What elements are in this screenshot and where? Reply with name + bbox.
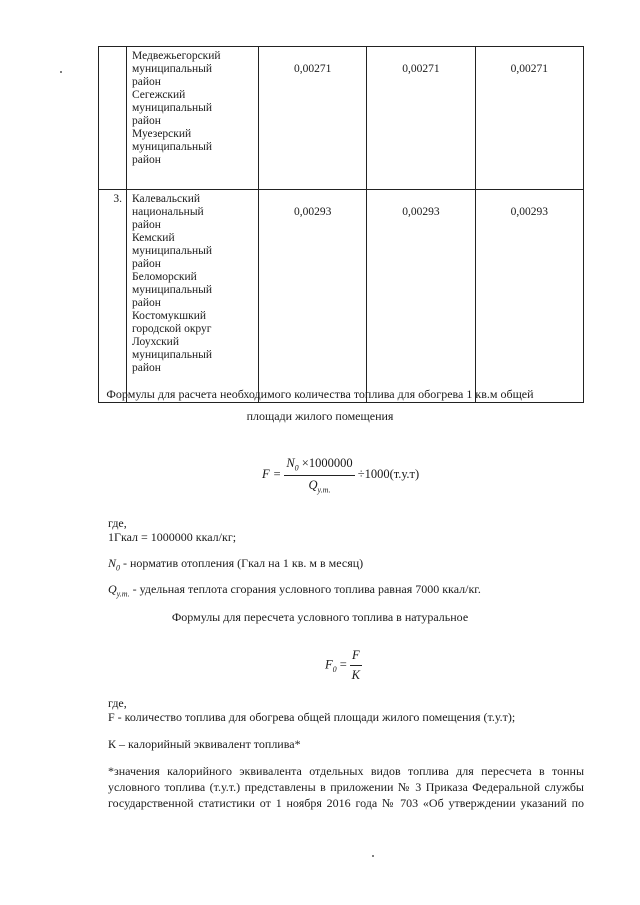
district-name-line: район: [132, 219, 161, 231]
district-name-line: Лоухский: [132, 336, 179, 348]
f-definition: F - количество топлива для обогрева общей площади жилого помещения (т.у.т);: [108, 710, 516, 724]
district-name-line: район: [132, 154, 161, 166]
where-label: где,: [108, 696, 127, 710]
fuel-formula: [262, 456, 419, 494]
district-name-line: муниципальный: [132, 284, 213, 296]
q-variable: Q: [108, 582, 117, 596]
section-heading-line: Формулы для расчета необходимого количества топлива для обогрева 1 кв.м общей: [106, 387, 534, 401]
district-name-line: муниципальный: [132, 63, 213, 75]
district-name-line: район: [132, 76, 161, 88]
footnote-line: [108, 780, 584, 794]
k-definition: К – калорийный эквивалент топлива*: [108, 737, 301, 751]
formula-fraction: [284, 456, 354, 494]
district-name-line: Сегежский: [132, 89, 186, 101]
q-definition: [108, 582, 481, 601]
district-name-line: Муезерский: [132, 128, 192, 140]
n0-text: - норматив отопления (Гкал на 1 кв. м в месяц): [120, 556, 364, 570]
formula-denominator: K: [351, 668, 360, 682]
numerator-subscript: 0: [294, 463, 299, 473]
formula-numerator: F: [350, 648, 362, 666]
n0-definition: [108, 556, 363, 575]
footnote-text: *значения калорийного эквивалента отдельных видов топлива для пересчета в тонны: [108, 764, 584, 778]
district-names: [127, 190, 259, 403]
q-subscript: у.т.: [116, 589, 130, 599]
footnote-text: государственной статистики от 1 ноября 2016 года № 703 «Об утверждении указаний по: [108, 796, 584, 810]
district-name-line: Медвежьегорский: [132, 50, 221, 62]
row-number: [99, 47, 127, 190]
district-names: [127, 47, 259, 190]
district-name-line: городской округ: [132, 323, 212, 335]
denominator-subscript: у.т.: [317, 485, 331, 494]
formula-equals: =: [336, 657, 350, 672]
n0-subscript: 0: [116, 563, 121, 573]
district-name-line: район: [132, 258, 161, 270]
value-cell: 0,00293: [259, 190, 367, 403]
table-row: [99, 47, 584, 190]
district-name-line: национальный: [132, 206, 204, 218]
district-name-line: Кемский: [132, 232, 175, 244]
value-cell: 0,00271: [475, 47, 583, 190]
numerator-rest: ×1000000: [298, 456, 353, 470]
formula-lhs-subscript: 0: [332, 664, 337, 674]
q-text: - удельная теплота сгорания условного топлива равная 7000 ккал/кг.: [129, 582, 481, 596]
district-name-line: муниципальный: [132, 141, 213, 153]
formula-tail: ÷1000(т.у.т): [357, 466, 420, 481]
section-heading: Формулы для пересчета условного топлива в натуральное: [171, 610, 469, 624]
denominator-variable: Q: [308, 477, 318, 492]
district-name-line: район: [132, 115, 161, 127]
conversion-formula: [325, 648, 362, 683]
formula-lhs: F =: [262, 466, 282, 481]
value-cell: 0,00271: [367, 47, 475, 190]
formula-denominator: [284, 476, 354, 495]
footnote-text: условного топлива (т.у.т.) представлены в приложении № 3 Приказа Федеральной службы: [108, 780, 584, 794]
formula-numerator: [284, 456, 354, 476]
district-name-line: муниципальный: [132, 102, 213, 114]
value-cell: 0,00271: [259, 47, 367, 190]
district-name-line: Костомукшкий: [132, 310, 207, 322]
footnote-line: [108, 796, 584, 810]
district-name-line: муниципальный: [132, 349, 213, 361]
district-name-line: муниципальный: [132, 245, 213, 257]
footnote-line: [108, 764, 584, 778]
district-name-line: район: [132, 297, 161, 309]
formula-lhs-variable: F: [325, 657, 333, 672]
table-row: [99, 190, 584, 403]
value-cell: 0,00293: [475, 190, 583, 403]
formula-fraction: [350, 648, 362, 683]
district-name-line: Беломорский: [132, 271, 197, 283]
section-heading-line: площади жилого помещения: [246, 409, 394, 423]
district-name-line: район: [132, 362, 161, 374]
value-cell: 0,00293: [367, 190, 475, 403]
coefficient-table: [98, 46, 584, 403]
district-name-line: Калевальский: [132, 193, 201, 205]
scan-speck: [372, 855, 374, 857]
scan-speck: [60, 71, 62, 73]
numerator-variable: N: [286, 456, 295, 470]
n0-variable: N: [108, 556, 117, 570]
row-number: 3.: [99, 190, 127, 403]
gcal-definition: 1Гкал = 1000000 ккал/кг;: [108, 530, 237, 544]
where-label: где,: [108, 516, 127, 530]
